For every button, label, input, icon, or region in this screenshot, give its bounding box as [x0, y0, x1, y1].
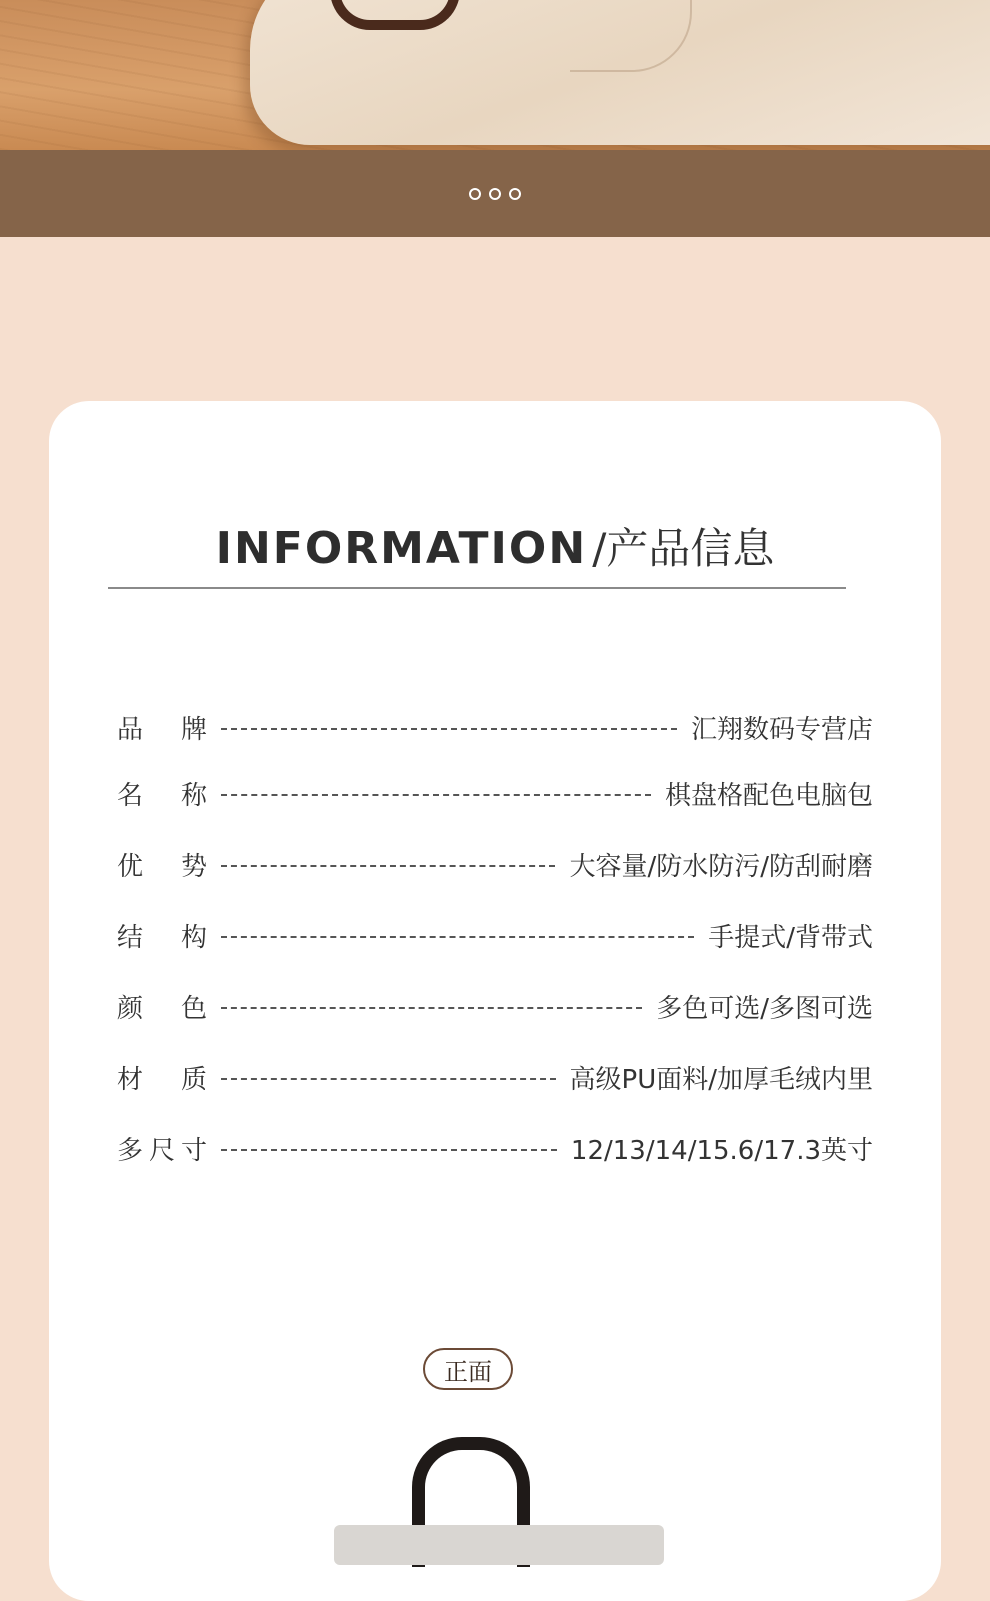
dashed-leader: [221, 794, 651, 796]
carousel-dot[interactable]: [509, 188, 521, 200]
spec-row-name: [117, 773, 873, 813]
spec-row-brand: [117, 707, 873, 747]
spec-label: 颜 色: [117, 993, 207, 1024]
spec-row-structure: [117, 915, 873, 955]
title-divider: [108, 587, 846, 589]
spec-label: 多 尺 寸: [117, 1135, 207, 1166]
spec-value: 12/13/14/15.6/17.3英寸: [570, 1135, 873, 1166]
dashed-leader: [221, 1149, 557, 1151]
info-card: [49, 401, 941, 1601]
spec-row-material: [117, 1057, 873, 1097]
spec-value: 手提式/背带式: [708, 922, 873, 953]
spec-row-advantage: [117, 844, 873, 884]
info-title: [49, 516, 941, 576]
bag-body: [334, 1525, 664, 1565]
view-tag-front: 正面: [423, 1348, 513, 1390]
spec-row-color: [117, 986, 873, 1026]
spec-label: 名 称: [117, 780, 207, 811]
dashed-leader: [221, 936, 694, 938]
dashed-leader: [221, 1078, 556, 1080]
hero-photo: [0, 0, 990, 150]
spec-value: 高级PU面料/加厚毛绒内里: [569, 1064, 873, 1095]
dashed-leader: [221, 865, 555, 867]
cushion-seam: [570, 0, 692, 72]
info-title-en: INFORMATION: [215, 523, 588, 574]
carousel-dot[interactable]: [469, 188, 481, 200]
info-title-cn: /产品信息: [592, 524, 775, 573]
carousel-dot[interactable]: [489, 188, 501, 200]
dashed-leader: [221, 1007, 642, 1009]
spec-value: 汇翔数码专营店: [690, 714, 873, 745]
spec-row-size: [117, 1128, 873, 1168]
spec-label: 优 势: [117, 851, 207, 882]
dashed-leader: [221, 728, 677, 730]
spec-label: 结 构: [117, 922, 207, 953]
spec-label: 材 质: [117, 1064, 207, 1095]
carousel-indicator-bar: [0, 150, 990, 237]
spec-value: 大容量/防水防污/防刮耐磨: [569, 851, 873, 882]
spec-value: 多色可选/多图可选: [656, 993, 873, 1024]
spec-label: 品 牌: [117, 714, 207, 745]
spec-value: 棋盘格配色电脑包: [664, 780, 873, 811]
